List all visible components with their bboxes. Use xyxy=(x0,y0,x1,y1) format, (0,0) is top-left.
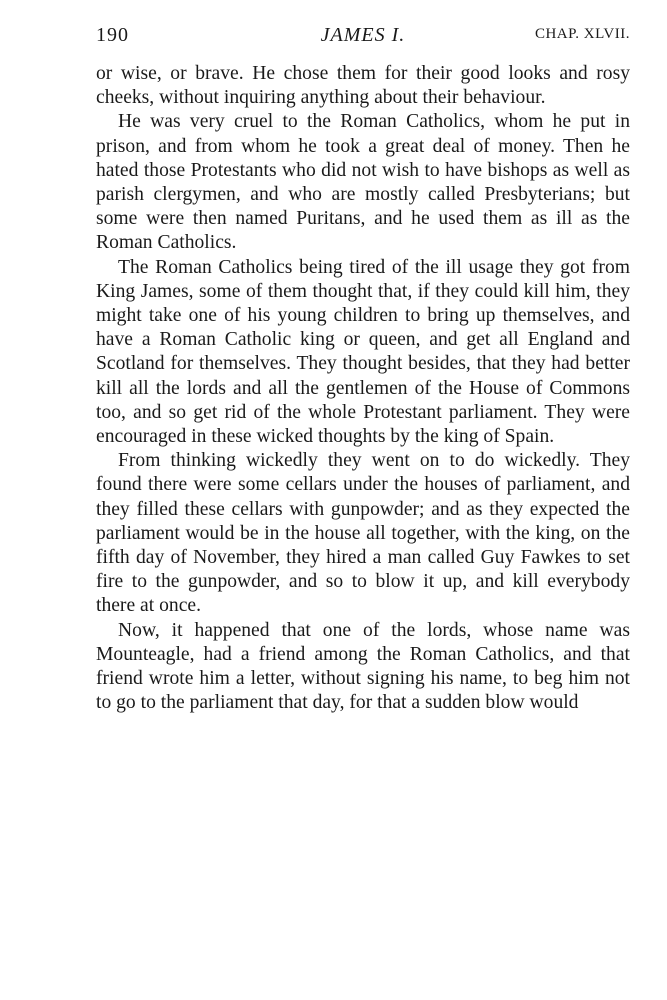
running-title: JAMES I. xyxy=(320,24,406,46)
chapter-label: CHAP. XLVII. xyxy=(534,26,630,42)
page-number: 190 xyxy=(96,24,129,46)
paragraph: He was very cruel to the Roman Catholics, whom he put in prison, and from whom he took a great deal of money. Then he hated those Protestants who did not wish to have bishops as well as parish clergymen, and who are mostly called Presbyterians; but some were then named Puritans, and he used them as ill as the Roman Catholics. xyxy=(96,111,630,254)
body-text xyxy=(96,62,630,715)
running-header xyxy=(96,24,630,54)
paragraph: From thinking wickedly they went on to do wickedly. They found there were some cellars under the houses of parliament, and they filled these cellars with gunpowder; and as they expected the parliament would be in the house all together, with the king, on the fifth day of November, they hired a man called Guy Fawkes to set fire to the gunpowder, and so to blow it up, and kill everybody there at once. xyxy=(96,450,630,617)
book-page xyxy=(96,24,630,715)
paragraph-continued: or wise, or brave. He chose them for their good looks and rosy cheeks, without inquiring anything about their behaviour. xyxy=(96,63,630,109)
paragraph: Now, it happened that one of the lords, whose name was Mounteagle, had a friend among the Roman Catholics, and that friend wrote him a letter, without signing his name, to beg him not to go to the parliament that day, for that a sudden blow would xyxy=(96,619,630,714)
paragraph: The Roman Catholics being tired of the ill usage they got from King James, some of them thought that, if they could kill him, they might take one of his young children to bring up themselves, and have a Roman Catholic king or queen, and get all England and Scotland for themselves. They thought besides, that they had better kill all the lords and all the gentlemen of the House of Commons too, and so get rid of the whole Protestant parliament. They were encouraged in these wicked thoughts by the king of Spain. xyxy=(96,256,630,448)
